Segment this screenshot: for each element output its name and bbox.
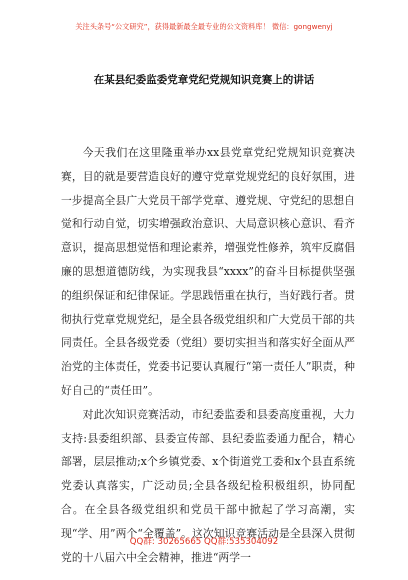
footer-contact: QQ群: 30265665 QQ群:535304092 <box>129 537 279 547</box>
document-title: 在某县纪委监委党章党纪党规知识竞赛上的讲话 <box>93 74 315 86</box>
document-body <box>61 141 355 569</box>
header-promo-banner: 关注头条号“公文研究”，获得最新最全最专业的公文资料库！ 微信：gongwenyj <box>75 22 333 31</box>
body-paragraph-2: 对此次知识竞赛活动，市纪委监委和县委高度重视，大力支持:县委组织部、县委宣传部、县纪委监委通力配合，精心部署，层层推动;x个乡镇党委、x个街道党工委和x个县直系统党委认真落实，广泛动员;全县各级纪检积极组织，协同配合。在全县各级党组织和党员干部中掀起了学习高潮，实现“学、用”两个“全覆盖”。这次知识竞赛活动是全县深入贯彻党的十八届六中全会精神，推进“两学一 <box>61 407 355 564</box>
body-paragraph-1: 今天我们在这里隆重举办xx县党章党纪党规知识竞赛决赛，目的就是要营造良好的遵守党章党规党纪的良好氛围，进一步提高全县广大党员干部学党章、遵党规、守党纪的思想自觉和行动自觉，切实增强政治意识、大局意识核心意识、看齐意识，提高思想觉悟和理论素养，增强党性修养，筑牢反腐倡廉的思想道德防线，为实现我县“xxxx”的奋斗目标提供坚强的组织保证和纪律保证。学思践悟重在执行，当好践行者。贯彻执行党章党规党纪，是全县各级党组织和广大党员干部的共同责任。全县各级党委（党组）要切实担当和落实好全面从严治党的主体责任，党委书记要认真履行“第一责任人”职责，种好自己的“责任田”。 <box>61 146 355 397</box>
